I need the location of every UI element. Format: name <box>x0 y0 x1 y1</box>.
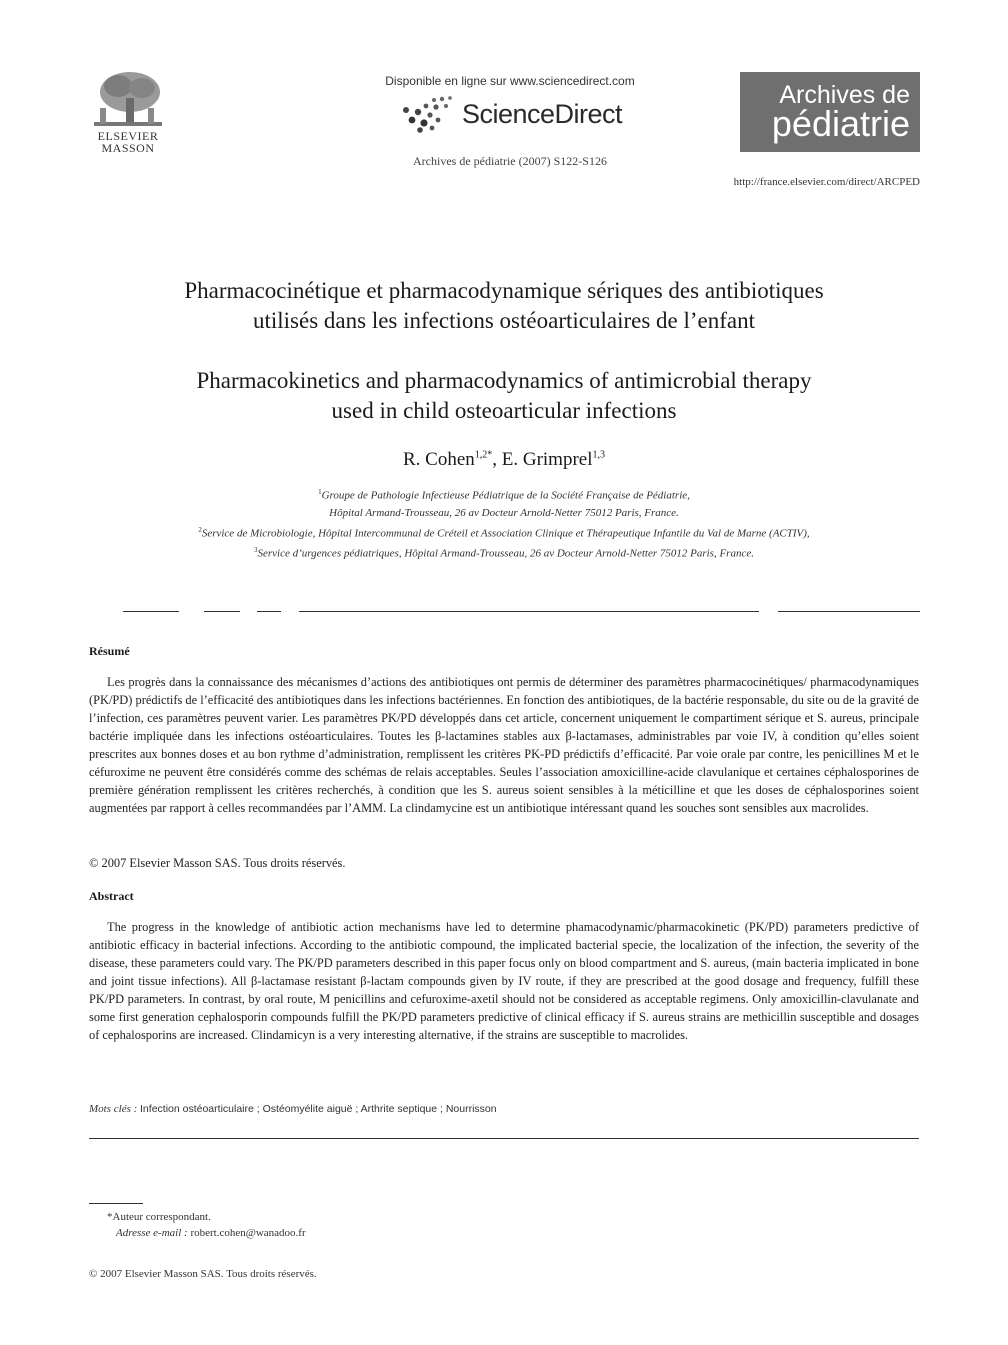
author-separator: , <box>492 449 502 470</box>
sciencedirect-wordmark: ScienceDirect <box>461 98 623 129</box>
journal-url-link[interactable]: http://france.elsevier.com/direct/ARCPED <box>733 176 920 188</box>
affiliation-line: Hôpital Armand-Trousseau, 26 av Docteur Arnold-Netter 75012 Paris, France. <box>329 506 679 519</box>
title-english <box>80 366 928 426</box>
keywords-label: Mots clés : <box>89 1103 141 1115</box>
affiliation-line: $^3$Service d’urgences pédiatriques, Hôpital Armand-Trousseau, 26 av Docteur Arnold-Netter 75012 Paris, France. <box>254 546 754 560</box>
title-french-line2: utilisés dans les infections ostéoarticulaires de l’enfant <box>252 308 755 333</box>
sciencedirect-dots-icon <box>398 94 456 134</box>
title-french-line1: Pharmacocinétique et pharmacodynamique sériques des antibiotiques <box>184 278 824 303</box>
publisher-name-line1: ELSEVIER <box>97 129 159 143</box>
author-affiliation-sup: 1,2* <box>474 449 493 461</box>
email-label: Adresse e-mail : <box>116 1227 191 1239</box>
elsevier-masson-logo <box>78 68 178 154</box>
journal-logo-line1: Archives de <box>779 81 910 109</box>
abstract-body: The progress in the knowledge of antibiotic action mechanisms have led to determine phamacodynamic/pharmacokinetic (PK/PD) parameters predictive of antibiotic efficacy in bacterial infections. According to the antibiotic compound, the implicated bacterial specie, the localization of the infection, the severity of the disease, these parameters could vary. The PK/PD parameters described in this paper focus only on blood compartment and S. aureus, (main bacteria implicated in bone and joint tissue infections). All β-lactamase resistant β-lactam compounds given by IV route, if they are prescribed at the good dosage and frequency, fulfill these PK/PD parameters. In contrast, by oral route, M penicillins and cefuroxime-axetil should not be considered as acceptable regimens. Only amoxicillin-clavulanate and some first generation cephalosporin compounds fulfill the PK/PD parameters predictive of clinical efficacy if S. aureus strains are methicillin susceptible and dosages of cephalosporins are increased. Clindamicyn is a very interesting alternative, if the strains are susceptible to macrolides. <box>89 920 919 1042</box>
author-name: R. Cohen <box>402 449 475 470</box>
sciencedirect-block <box>360 74 660 169</box>
title-french <box>80 276 928 336</box>
sd-available-text[interactable]: Disponible en ligne sur www.sciencedirect.com <box>385 74 635 88</box>
sciencedirect-logo[interactable] <box>360 94 660 134</box>
keywords-list: Infection ostéoarticulaire ; Ostéomyélite aiguë ; Arthrite septique ; Nourrisson <box>140 1103 497 1115</box>
separator-rule <box>778 611 920 612</box>
title-english-line1: Pharmacokinetics and pharmacodynamics of antimicrobial therapy <box>196 368 812 393</box>
corresponding-author-note: *Auteur correspondant. <box>107 1211 211 1223</box>
corresponding-email <box>116 1227 306 1239</box>
authors-line <box>80 449 928 471</box>
abstract-heading: Abstract <box>89 889 134 903</box>
journal-citation: Archives de pédiatrie (2007) S122-S126 <box>413 154 607 168</box>
affiliations <box>80 484 928 563</box>
email-link[interactable]: robert.cohen@wanadoo.fr <box>190 1227 306 1239</box>
tree-logo-icon <box>90 68 166 130</box>
separator-rule <box>257 611 281 612</box>
resume-body: Les progrès dans la connaissance des mécanismes d’actions des antibiotiques ont permis de déterminer des paramètres pharmacocinétiques/ pharmacodynamiques (PK/PD) prédictifs de l’efficacité des antibiotiques dans les infections bactériennes. En fonction des antibiotiques, de la bactérie responsable, du site ou de la gravité de l’infection, ces paramètres peuvent varier. Les paramètres PK/PD développés dans cet article, concernent uniquement le compartiment sérique et S. aureus, principale bactérie impliquée dans les infections ostéoarticulaires. Toutes les β-lactamines stables aux β-lactamases, administrables par voie IV, à condition qu’elles soient prescrites aux bonnes doses et au bon rythme d’administration, remplissent les critères PK-PD prédictifs d’efficacité. Par voie orale par contre, les penicillines M et le céfuroxime ne peuvent être considérés comme des schémas de relais acceptables. Seules l’association amoxicilline-acide clavulanique et certaines céphalosporines de première génération remplissent les critères recherchés, à condition que les S. aureus soient sensibles à la méticilline et que les doses de céphalosporines soient augmentées par rapport à celles recommandées par l’AMM. La clindamycine est un antibiotique intéressant quand les souches sont sensibles aux macrolides. <box>89 675 919 815</box>
footer-copyright: © 2007 Elsevier Masson SAS. Tous droits réservés. <box>89 1268 317 1280</box>
affiliation-line: $^1$Groupe de Pathologie Infectieuse Pédiatrique de la Société Française de Pédiatrie, <box>318 488 690 502</box>
keywords <box>89 1103 497 1115</box>
archives-de-pediatrie-logo <box>740 72 920 152</box>
resume-heading: Résumé <box>89 644 130 658</box>
section-end-rule <box>89 1138 919 1139</box>
separator-rule <box>123 611 179 612</box>
footnote-rule <box>89 1203 143 1204</box>
separator-rule <box>299 611 759 612</box>
author-affiliation-sup: 1,3 <box>592 449 606 461</box>
resume-copyright: © 2007 Elsevier Masson SAS. Tous droits réservés. <box>89 856 346 870</box>
affiliation-line: $^2$Service de Microbiologie, Hôpital Intercommunal de Créteil et Association Clinique et Thérapeutique Infantile du Val de Marne (ACTIV), <box>198 525 810 540</box>
separator-rule <box>204 611 240 612</box>
journal-logo-line2: pédiatrie <box>771 103 910 144</box>
author-name: E. Grimprel <box>501 449 593 470</box>
publisher-name-line2: MASSON <box>101 141 155 155</box>
title-english-line2: used in child osteoarticular infections <box>331 398 677 423</box>
